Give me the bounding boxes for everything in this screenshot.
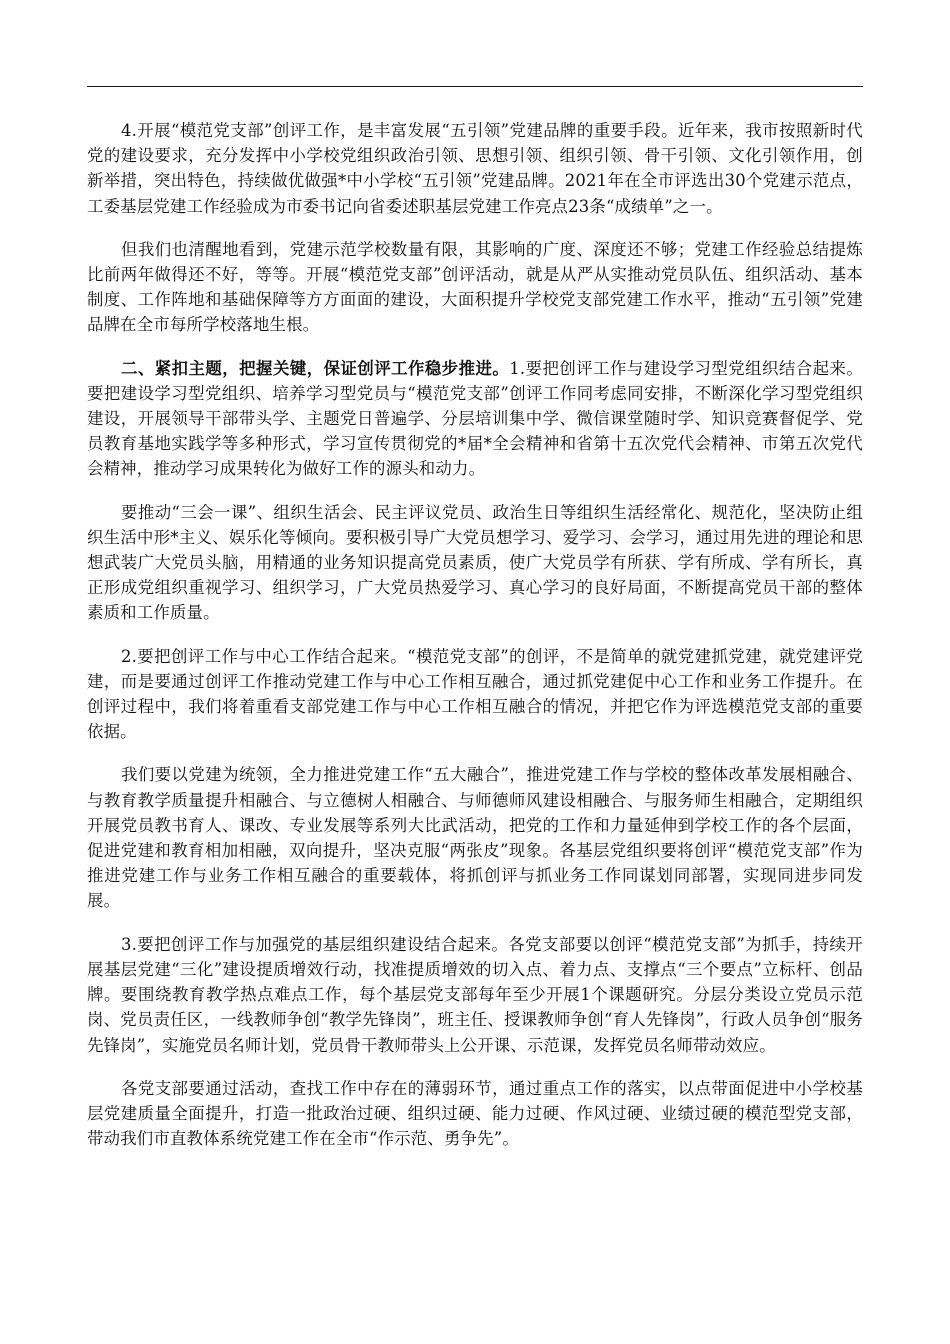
document-page [87,0,863,1344]
paragraph-4 [87,500,863,626]
paragraph-text: 我们要以党建为统领，全力推进党建工作“五大融合”，推进党建工作与学校的整体改革发展相融合、与教育教学质量提升相融合、与立德树人相融合、与师德师风建设相融合、与服务师生相融合，定期组织开展党员教书育人、课改、专业发展等系列大比武活动，把党的工作和力量延伸到学校工作的各个层面，促进党建和教育相加相融，双向提升，坚决克服“两张皮”现象。各基层党组织要将创评“模范党支部”作为推进党建工作与业务工作相互融合的重要载体，将抓创评与抓业务工作同谋划同部署，实现同进步同发展。 [87,765,863,911]
section-heading: 二、紧扣主题，把握关键，保证创评工作稳步推进。 [121,358,510,378]
paragraph-6 [87,762,863,913]
paragraph-7 [87,932,863,1058]
paragraph-text: 3.要把创评工作与加强党的基层组织建设结合起来。各党支部要以创评“模范党支部”为抓手，持续开展基层党建“三化”建设提质增效行动，找准提质增效的切入点、着力点、支撑点“三个要点”立标杆、创品牌。要围绕教育教学热点难点工作，每个基层党支部每年至少开展1个课题研究。分层分类设立党员示范岗、党员责任区，一线教师争创“教学先锋岗”，班主任、授课教师争创“育人先锋岗”，行政人员争创“服务先锋岗”，实施党员名师计划，党员骨干教师带头上公开课、示范课，发挥党员名师带动效应。 [87,934,863,1055]
paragraph-3 [87,356,863,482]
paragraph-5 [87,644,863,745]
paragraph-text: 2.要把创评工作与中心工作结合起来。“模范党支部”的创评，不是简单的就党建抓党建，就党建评党建，而是要通过创评工作推动党建工作与中心工作相互融合，通过抓党建促中心工作和业务工作提升。在创评过程中，我们将着重看支部党建工作与中心工作相互融合的情况，并把它作为评选模范党支部的重要依据。 [87,646,863,742]
paragraph-2 [87,237,863,338]
paragraph-1 [87,118,863,219]
paragraph-8 [87,1076,863,1152]
paragraph-text: 要推动“三会一课”、组织生活会、民主评议党员、政治生日等组织生活经常化、规范化，坚决防止组织生活中形*主义、娱乐化等倾向。要积极引导广大党员想学习、爱学习、会学习，通过用先进的理论和思想武装广大党员头脑，用精通的业务知识提高党员素质，使广大党员学有所获、学有所成、学有所长，真正形成党组织重视学习、组织学习，广大党员热爱学习、真心学习的良好局面，不断提高党员干部的整体素质和工作质量。 [87,502,863,623]
document-body [87,118,863,1169]
paragraph-text: 各党支部要通过活动，查找工作中存在的薄弱环节，通过重点工作的落实，以点带面促进中小学校基层党建质量全面提升，打造一批政治过硬、组织过硬、能力过硬、作风过硬、业绩过硬的模范型党支部，带动我们市直教体系统党建工作在全市“作示范、勇争先”。 [87,1078,863,1149]
paragraph-text: 但我们也清醒地看到，党建示范学校数量有限，其影响的广度、深度还不够；党建工作经验总结提炼比前两年做得还不好，等等。开展“模范党支部”创评活动，就是从严从实推动党员队伍、组织活动、基本制度、工作阵地和基础保障等方方面面的建设，大面积提升学校党支部党建工作水平，推动“五引领”党建品牌在全市每所学校落地生根。 [87,239,863,335]
header-rule [87,86,863,87]
paragraph-text: 4.开展“模范党支部”创评工作，是丰富发展“五引领”党建品牌的重要手段。近年来，我市按照新时代党的建设要求，充分发挥中小学校党组织政治引领、思想引领、组织引领、骨干引领、文化引领作用，创新举措，突出特色，持续做优做强*中小学校“五引领”党建品牌。2021年在全市评选出30个党建示范点，工委基层党建工作经验成为市委书记向省委述职基层党建工作亮点23条“成绩单”之一。 [87,121,863,216]
paragraph-text: 1.要把创评工作与建设学习型党组织结合起来。要把建设学习型党组织、培养学习型党员与“模范党支部”创评工作同考虑同安排，不断深化学习型党组织建设，开展领导干部带头学、主题党日普遍学、分层培训集中学、微信课堂随时学、知识竞赛督促学、党员教育基地实践学等多种形式，学习宣传贯彻党的*届*全会精神和省第十五次党代会精神、市第五次党代会精神，推动学习成果转化为做好工作的源头和动力。 [87,358,863,479]
